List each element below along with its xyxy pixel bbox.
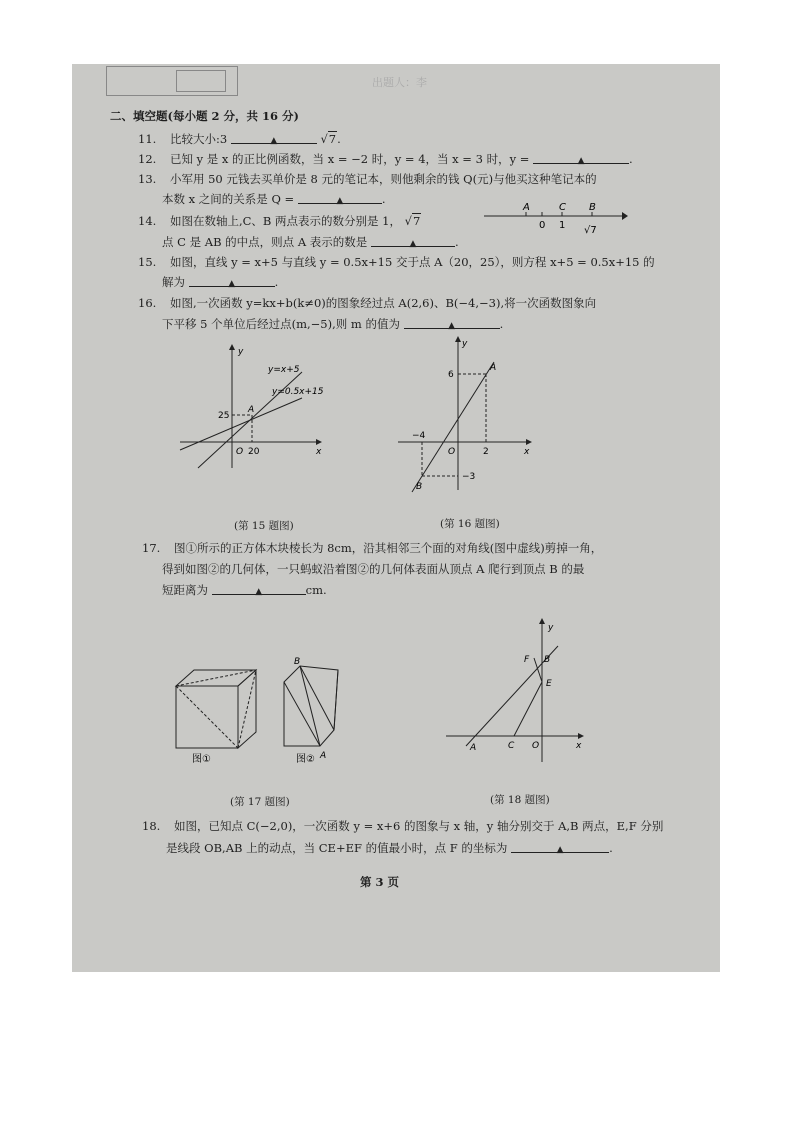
point-label-b: B xyxy=(416,482,423,492)
axis-label-y: y xyxy=(462,339,468,349)
origin-label: O xyxy=(532,741,540,751)
question-16-line2: 下平移 5 个单位后经过点(m,−5),则 m 的值为 ▲ . xyxy=(162,317,504,331)
cube-label-2: 图② xyxy=(296,754,315,765)
tick-label-neg4: −4 xyxy=(412,431,426,441)
point-label-a: A xyxy=(523,202,530,213)
answer-blank-12[interactable]: ▲ xyxy=(533,151,629,164)
origin-label: O xyxy=(448,447,456,457)
question-14-line1: 14. 如图在数轴上,C、B 两点表示的数分别是 1， √7 xyxy=(138,214,421,228)
question-number: 17. xyxy=(142,541,161,555)
origin-label: O xyxy=(236,447,244,457)
question-number: 14. xyxy=(138,214,157,228)
point-label-a: A xyxy=(470,743,477,753)
question-17-line1: 17. 图①所示的正方体木块棱长为 8cm，沿其相邻三个面的对角线(图中虚线)剪掉一角， xyxy=(142,541,603,555)
tick-label-6: 6 xyxy=(448,370,454,380)
question-text: 小军用 50 元钱去买单价是 8 元的笔记本，则他剩余的钱 Q(元)与他买这种笔记本的 xyxy=(169,172,597,186)
question-number: 12. xyxy=(138,152,157,166)
tick-label-sqrt7: √7 xyxy=(584,225,597,236)
question-18-line1: 18. 如图，已知点 C(−2,0)，一次函数 y = x+6 的图象与 x 轴，y 轴分别交于 A,B 两点，E,F 分别 xyxy=(142,819,664,833)
point-label-c: C xyxy=(508,741,515,751)
page-number: 第 3 页 xyxy=(360,875,400,889)
answer-blank-11[interactable]: ▲ xyxy=(231,131,317,144)
sqrt-7: √7 xyxy=(404,214,421,228)
segment-ce xyxy=(514,682,542,736)
answer-blank-18[interactable]: ▲ xyxy=(511,840,609,853)
point-label-f: F xyxy=(524,655,530,665)
figure-17-cubes xyxy=(168,654,348,774)
figure-16-graph xyxy=(394,334,534,494)
question-13-line1 xyxy=(138,171,720,187)
answer-blank-15[interactable]: ▲ xyxy=(189,274,275,287)
segment-ef xyxy=(534,658,542,682)
figure-18-graph xyxy=(442,616,590,766)
line-label-2: y=0.5x+15 xyxy=(272,387,324,397)
question-number: 16. xyxy=(138,296,157,310)
axis-label-x: x xyxy=(316,447,322,457)
question-14-line2: 点 C 是 AB 的中点，则点 A 表示的数是 ▲ . xyxy=(162,235,459,249)
tick-label-2: 2 xyxy=(483,447,489,457)
figure-18-caption: (第 18 题图) xyxy=(490,794,550,806)
figure-17-caption: (第 17 题图) xyxy=(230,796,290,808)
tick-label-1: 1 xyxy=(559,220,566,231)
tick-label-25: 25 xyxy=(218,411,230,421)
question-13-line2: 本数 x 之间的关系是 Q = ▲ . xyxy=(162,192,386,206)
point-label-b: B xyxy=(544,655,551,665)
vertex-label-a: A xyxy=(320,751,327,761)
vertex-label-b: B xyxy=(294,657,301,667)
question-16-line1: 16. 如图,一次函数 y=kx+b(k≠0)的图象经过点 A(2,6)、B(−4,−3),将一次函数图象向 xyxy=(138,296,597,310)
tick-label-20: 20 xyxy=(248,447,260,457)
figure-15-caption: (第 15 题图) xyxy=(234,520,294,532)
header-score-box-inner xyxy=(176,70,226,92)
tick-label-neg3: −3 xyxy=(462,472,476,482)
axis-label-x: x xyxy=(524,447,530,457)
section-title: 二、填空题(每小题 2 分，共 16 分) xyxy=(110,109,299,123)
figure-15-graph xyxy=(176,342,326,472)
answer-blank-13[interactable]: ▲ xyxy=(298,191,382,204)
point-label-c: C xyxy=(559,202,566,213)
axis-label-y: y xyxy=(238,347,244,357)
question-number: 18. xyxy=(142,819,161,833)
point-label-a: A xyxy=(490,363,497,373)
exam-page xyxy=(72,64,720,972)
question-text: 已知 y 是 x 的正比例函数，当 x = −2 时，y = 4，当 x = 3 时，y = xyxy=(169,152,530,166)
figure-16-caption: (第 16 题图) xyxy=(440,518,500,530)
question-18-line2: 是线段 OB,AB 上的动点，当 CE+EF 的值最小时，点 F 的坐标为 ▲ . xyxy=(166,841,613,855)
point-label-e: E xyxy=(546,679,552,689)
tick-label-0: 0 xyxy=(539,220,546,231)
question-11: 11. 比较大小:3 ▲ √7. xyxy=(138,132,341,146)
cube-label-1: 图① xyxy=(192,754,211,765)
number-line-figure xyxy=(480,200,630,244)
question-17-line2: 得到如图②的几何体，一只蚂蚁沿着图②的几何体表面从顶点 A 爬行到顶点 B 的最 xyxy=(162,562,585,576)
point-label-b: B xyxy=(589,202,596,213)
question-15-line2: 解为 ▲ . xyxy=(162,275,279,289)
question-17-line3: 短距离为 ▲ cm. xyxy=(162,583,327,597)
line-kx-plus-b xyxy=(412,362,497,492)
question-12: 12. 已知 y 是 x 的正比例函数，当 x = −2 时，y = 4，当 x = 3 时，y = ▲ . xyxy=(138,152,633,166)
question-number: 15. xyxy=(138,255,157,269)
line-label-1: y=x+5 xyxy=(268,365,300,375)
point-label-a: A xyxy=(248,405,255,415)
question-text: 比较大小:3 xyxy=(169,132,228,146)
axis-label-y: y xyxy=(548,623,554,633)
cube-figure-2 xyxy=(284,666,338,746)
header-faded-text: 出题人：李 xyxy=(372,76,427,89)
sqrt-7: √7 xyxy=(320,132,337,146)
question-number: 11. xyxy=(138,132,157,146)
question-15-line1: 15. 如图，直线 y = x+5 与直线 y = 0.5x+15 交于点 A（20，25），则方程 x+5 = 0.5x+15 的 xyxy=(138,255,655,269)
answer-blank-17[interactable]: ▲ xyxy=(212,582,306,595)
axis-label-x: x xyxy=(576,741,582,751)
question-number: 13. xyxy=(138,172,157,186)
answer-blank-16[interactable]: ▲ xyxy=(404,316,500,329)
cube-figure-1 xyxy=(176,670,256,748)
answer-blank-14[interactable]: ▲ xyxy=(371,234,455,247)
